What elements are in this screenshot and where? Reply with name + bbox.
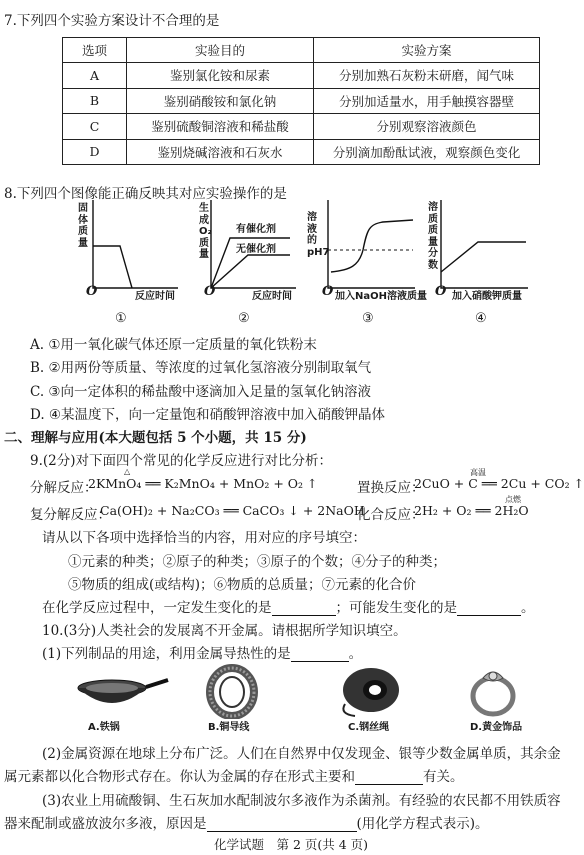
graph2-curve-nocatalyst bbox=[211, 255, 290, 288]
ylabel-char: 量 bbox=[199, 249, 209, 260]
header-plan: 实验方案 bbox=[314, 38, 540, 63]
ylabel-char: O₂ bbox=[199, 226, 212, 237]
row-option: D bbox=[63, 139, 127, 165]
ylabel-char: 体 bbox=[78, 214, 88, 226]
graph3-axes bbox=[328, 200, 415, 288]
graph4-curve bbox=[441, 242, 526, 272]
q9-r4-label: 化合反应： bbox=[357, 507, 425, 523]
row-plan: 分别加熟石灰粉末研磨，闻气味 bbox=[314, 63, 540, 89]
ylabel-char: 质 bbox=[428, 225, 438, 236]
q10-part1-text: (1)下列制品的用途，利用金属导热性的是 bbox=[42, 646, 291, 662]
q9-stem: 9.(2分)对下面四个常见的化学反应进行对比分析： bbox=[30, 453, 333, 469]
q9-r4-eq: 2H₂ + O₂ ══ 2H₂O bbox=[414, 503, 529, 518]
q7-table bbox=[62, 37, 540, 165]
ylabel-char: 分 bbox=[428, 248, 438, 259]
table-row bbox=[63, 139, 540, 165]
graph3-plot bbox=[325, 200, 420, 295]
q9-blank-line bbox=[42, 596, 535, 616]
q9-text-a: 在化学反应过程中，一定发生变化的是 bbox=[42, 600, 272, 616]
q8-option-d: D. ④某温度下，向一定量饱和硝酸钾溶液中加入硝酸钾晶体 bbox=[30, 407, 386, 423]
graph4-plot bbox=[438, 200, 533, 295]
q9-r1-cond: △ bbox=[124, 467, 131, 476]
q10-part2-end: 有关。 bbox=[423, 769, 464, 785]
table-row bbox=[63, 88, 540, 114]
table-header-row bbox=[63, 38, 540, 63]
q10-part3-line2 bbox=[4, 812, 489, 832]
q8-stem: 8.下列四个图像能正确反映其对应实验操作的是 bbox=[4, 186, 287, 202]
row-option: A bbox=[63, 63, 127, 89]
q9-r2-eq: 2CuO + C ══ 2Cu + CO₂ ↑ bbox=[414, 476, 584, 491]
graph2-origin: O bbox=[204, 284, 216, 299]
ylabel-char: 成 bbox=[199, 214, 209, 226]
ylabel-char: 固 bbox=[78, 203, 88, 214]
q10-part3-end: (用化学方程式表示)。 bbox=[356, 816, 489, 832]
q10-answer-blank-2[interactable] bbox=[355, 784, 423, 785]
graph2-curve2-label: 无催化剂 bbox=[236, 244, 276, 255]
gold-ring-image bbox=[463, 664, 523, 720]
row-goal: 鉴别硫酸铜溶液和稀盐酸 bbox=[127, 114, 314, 140]
q9-r3-label: 复分解反应： bbox=[30, 507, 111, 523]
header-goal: 实验目的 bbox=[127, 38, 314, 63]
row-goal: 鉴别烧碱溶液和石灰水 bbox=[127, 139, 314, 165]
graph4-number: ④ bbox=[475, 311, 487, 326]
ylabel-char: pH7 bbox=[307, 246, 330, 258]
row-option: C bbox=[63, 114, 127, 140]
pic-label-b: B.铜导线 bbox=[208, 722, 250, 733]
ylabel-char: 生 bbox=[199, 203, 209, 214]
q10-answer-blank-3[interactable] bbox=[207, 831, 357, 832]
q9-answer-blank-1[interactable] bbox=[272, 615, 336, 616]
graph4-origin: O bbox=[435, 284, 447, 299]
q9-r3-eq: Ca(OH)₂ + Na₂CO₃ ══ CaCO₃ ↓ + 2NaOH bbox=[100, 503, 365, 518]
q9-r1-eq: 2KMnO₄ ══ K₂MnO₄ + MnO₂ + O₂ ↑ bbox=[88, 476, 318, 491]
q10-part3-line1: (3)农业上用硫酸铜、生石灰加水配制波尔多液作为杀菌剂。有经验的农民都不用铁质容 bbox=[42, 793, 561, 809]
iron-wok-image bbox=[70, 668, 170, 718]
ylabel-char: 液 bbox=[307, 223, 317, 235]
section-heading: 二、理解与应用(本大题包括 5 个小题，共 15 分) bbox=[4, 430, 307, 446]
graph1-plot bbox=[90, 200, 180, 295]
q7-stem: 7.下列四个实验方案设计不合理的是 bbox=[4, 13, 220, 29]
graph1-axes bbox=[93, 200, 178, 288]
ylabel-char: 量 bbox=[78, 237, 88, 249]
q10-part2-line2 bbox=[4, 765, 464, 785]
q9-instruction: 请从以下各项中选择恰当的内容，用对应的序号填空： bbox=[42, 530, 366, 546]
row-goal: 鉴别氯化铵和尿素 bbox=[127, 63, 314, 89]
q8-option-b: B. ②用两份等质量、等浓度的过氧化氢溶液分别制取氧气 bbox=[30, 360, 372, 376]
ylabel-char: 质 bbox=[78, 226, 88, 237]
q10-part1 bbox=[42, 642, 362, 662]
graph1-origin: O bbox=[86, 284, 98, 299]
q9-r4-cond: 点燃 bbox=[505, 495, 521, 504]
q10-stem: 10.(3分)人类社会的发展离不开金属。请根据所学知识填空。 bbox=[42, 623, 407, 639]
q9-answer-blank-2[interactable] bbox=[457, 615, 521, 616]
q9-items-2: ⑤物质的组成(或结构)；⑥物质的总质量；⑦元素的化合价 bbox=[68, 577, 417, 593]
q9-r2-cond: 高温 bbox=[470, 468, 486, 477]
row-plan: 分别滴加酚酞试液，观察颜色变化 bbox=[314, 139, 540, 165]
pic-label-a: A.铁锅 bbox=[88, 722, 120, 733]
q9-r1-label: 分解反应： bbox=[30, 480, 98, 496]
ylabel-char: 的 bbox=[307, 235, 317, 246]
graph3-curve bbox=[331, 220, 413, 272]
graph1-xlabel: 反应时间 bbox=[135, 291, 175, 302]
ylabel-char: 质 bbox=[428, 213, 438, 225]
q9-items-1: ①元素的种类；②原子的种类；③原子的个数；④分子的种类； bbox=[68, 554, 446, 570]
steel-wire-rope-image bbox=[335, 664, 407, 720]
graph4-xlabel: 加入硝酸钾质量 bbox=[452, 291, 522, 302]
header-option: 选项 bbox=[63, 38, 127, 63]
q9-r2-label: 置换反应： bbox=[357, 480, 425, 496]
graph2-curve1-label: 有催化剂 bbox=[236, 224, 276, 235]
ylabel-char: 数 bbox=[428, 259, 438, 271]
q10-part1-end: 。 bbox=[348, 646, 363, 662]
ylabel-char: 溶 bbox=[307, 212, 317, 223]
ylabel-char: 质 bbox=[199, 237, 209, 249]
graph2-number: ② bbox=[238, 311, 250, 326]
graph3-origin: O bbox=[322, 284, 334, 299]
q10-part2-text: 属元素都以化合物形式存在。你认为金属的存在形式主要和 bbox=[4, 769, 355, 785]
graph1-ylabel bbox=[78, 203, 88, 249]
q8-option-c: C. ③向一定体积的稀盐酸中逐滴加入足量的氢氧化钠溶液 bbox=[30, 384, 372, 400]
row-plan: 分别加适量水，用手触摸容器壁 bbox=[314, 88, 540, 114]
q10-part3-text: 器来配制或盛放波尔多液，原因是 bbox=[4, 816, 207, 832]
row-option: B bbox=[63, 88, 127, 114]
row-goal: 鉴别硝酸铵和氯化钠 bbox=[127, 88, 314, 114]
page-footer: 化学试题 第 2 页(共 4 页) bbox=[214, 837, 369, 852]
graph2-xlabel: 反应时间 bbox=[252, 291, 292, 302]
graph1-curve bbox=[93, 246, 132, 288]
graph4-axes bbox=[441, 200, 528, 288]
q10-part2-line1: (2)金属资源在地球上分布广泛。人们在自然界中仅发现金、银等少数金属单质，其余金 bbox=[42, 746, 561, 762]
ylabel-char: 溶 bbox=[428, 202, 438, 213]
table-row bbox=[63, 63, 540, 89]
pic-label-c: C.钢丝绳 bbox=[348, 722, 390, 733]
q9-text-b: ；可能发生变化的是 bbox=[335, 600, 457, 616]
q9-text-end: 。 bbox=[521, 600, 535, 616]
row-plan: 分别观察溶液颜色 bbox=[314, 114, 540, 140]
pic-label-d: D.黄金饰品 bbox=[470, 722, 523, 733]
graph4-ylabel bbox=[428, 202, 438, 271]
graph3-xlabel: 加入NaOH溶液质量 bbox=[335, 291, 427, 302]
graph1-number: ① bbox=[115, 311, 127, 326]
ylabel-char: 量 bbox=[428, 236, 438, 248]
q8-option-a: A. ①用一氧化碳气体还原一定质量的氧化铁粉末 bbox=[30, 337, 317, 353]
q10-answer-blank-1[interactable] bbox=[291, 661, 349, 662]
graph3-number: ③ bbox=[362, 311, 374, 326]
table-row bbox=[63, 114, 540, 140]
copper-wire-image bbox=[200, 664, 264, 719]
